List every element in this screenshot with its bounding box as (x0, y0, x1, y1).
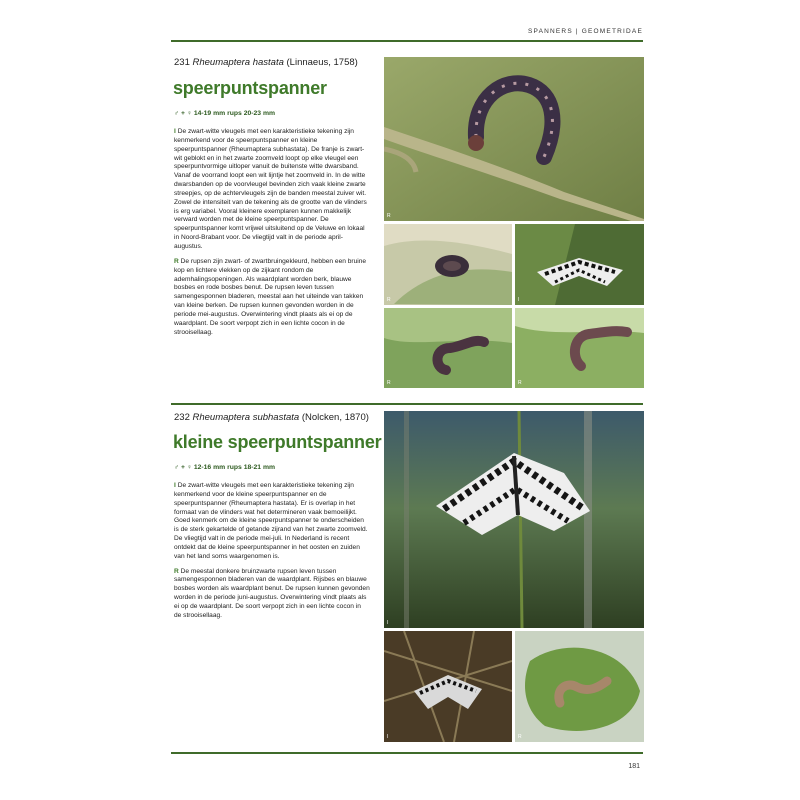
authority: (Linnaeus, 1758) (286, 57, 358, 68)
size-info: ♂ + ♀ 12-16 mm rups 18-21 mm (174, 464, 276, 471)
larva-text: De meestal donkere bruinzwarte rupsen leven tussen samengesponnen bladeren van de waardplant. Rijsbes en blauwe bosbes worden als waardplant benut. De rupsen kunnen gevonden worden in de periode juni-augustus. Overwintering vindt plaats als ei op de waardplant. De soort verpopt zich in een lichte cocon in de strooisellaag. (174, 567, 370, 619)
photo-larva-curled (384, 308, 512, 388)
photo-larva-brown (515, 308, 644, 388)
imago-paragraph (174, 482, 370, 562)
imago-lead: I (174, 128, 176, 135)
photo-label: I (518, 297, 520, 303)
size-info: ♂ + ♀ 14-19 mm rups 20-23 mm (174, 110, 276, 117)
species-heading (174, 57, 358, 68)
common-name: speerpuntspanner (173, 78, 327, 98)
page-number: 181 (628, 763, 640, 770)
species-description (174, 128, 370, 343)
top-rule (171, 40, 643, 42)
photo-caterpillar-on-twig (384, 57, 644, 221)
larva-lead: R (174, 567, 179, 575)
imago-lead: I (174, 482, 176, 489)
larva-text: De rupsen zijn zwart- of zwartbruingekleurd, hebben een bruine kop en lichtere vlekken op de zijkant rondom de ademhalingsopeningen. Als waardplant worden berk, blauwe bosbes en rode bosbes benut. De rupsen leven tussen samengesponnen bladeren, meestal aan het uiteinde van takken van kleine berken. De rupsen kunnen gevonden worden in de periode mei-augustus. Overwintering vindt plaats als ei op de waardplant. De soort verpopt zich in een lichte cocon in de strooisellaag. (174, 257, 367, 336)
authority: (Nolcken, 1870) (301, 412, 369, 423)
photo-label: R (518, 734, 522, 740)
photo-label: R (387, 380, 391, 386)
photo-label: R (518, 380, 522, 386)
scientific-name: Rheumaptera subhastata (192, 412, 300, 423)
photo-label: R (387, 213, 391, 219)
scientific-name: Rheumaptera hastata (192, 57, 284, 68)
running-header: SPANNERS | GEOMETRIDAE (527, 28, 643, 35)
common-name: kleine speerpuntspanner (173, 432, 382, 452)
species-description (174, 482, 370, 627)
photo-adult-moth-on-stem (384, 411, 644, 628)
imago-text: De zwart-witte vleugels met een karakteristieke tekening zijn kenmerkend voor de speerpuntspanner en kleine speerpuntspanner (Rheumaptera subhastata). De franje is zwart-wit geblokt en in het zwarte zoomveld loopt op elke vleugel een speerpuntvormige uitloper vanuit de buitenste witte dwarsband. Vanaf de voorrand loopt een wit lijntje het zoomveld in. In de witte dwarsbanden op de voorvleugel bevinden zich vaak kleine zwarte streepjes, op de achtervleugels zijn de banden meestal zuiver wit. Zowel de intensiteit van de tekening als de grootte van de vlinders is erg variabel. Vooral kleinere exemplaren kunnen makkelijk verward worden met de kleine speerpuntspanner. De speerpuntspanner komt vrijwel uitsluitend op de Veluwe en lokaal in Noord-Brabant voor. De vliegtijd valt in de periode april-augustus. (174, 128, 367, 250)
photo-adult-moth (515, 224, 644, 305)
photo-larva-on-leaf (515, 631, 644, 742)
bottom-rule (171, 752, 643, 754)
imago-paragraph (174, 128, 370, 252)
section-divider (171, 403, 643, 405)
imago-text: De zwart-witte vleugels met een karakteristieke tekening zijn kenmerkend voor de kleine speerpuntspanner en de speerpuntspanner (Rheumaptera hastata). Er is overlap in het formaat van de vlinders wat het determineren vaak bemoeilijkt. Goed kenmerk om de kleine speerpuntspanner te onderscheiden is de sterk gekartelde of getande zijrand van het zwarte zoomveld. De vliegtijd valt in de periode mei-juli. In Nederland is recent ontdekt dat de kleine speerpuntspanner in het oosten en zuiden van het land soms waargenomen is. (174, 482, 368, 560)
photo-label: I (387, 734, 389, 740)
species-heading (174, 412, 369, 423)
photo-moth-on-twigs (384, 631, 512, 742)
photo-larva-on-leaf (384, 224, 512, 305)
species-number: 232 (174, 412, 190, 423)
species-number: 231 (174, 57, 190, 68)
photo-label: R (387, 297, 391, 303)
photo-label: I (387, 620, 389, 626)
larva-paragraph (174, 258, 370, 338)
larva-paragraph (174, 568, 370, 621)
larva-lead: R (174, 257, 179, 265)
